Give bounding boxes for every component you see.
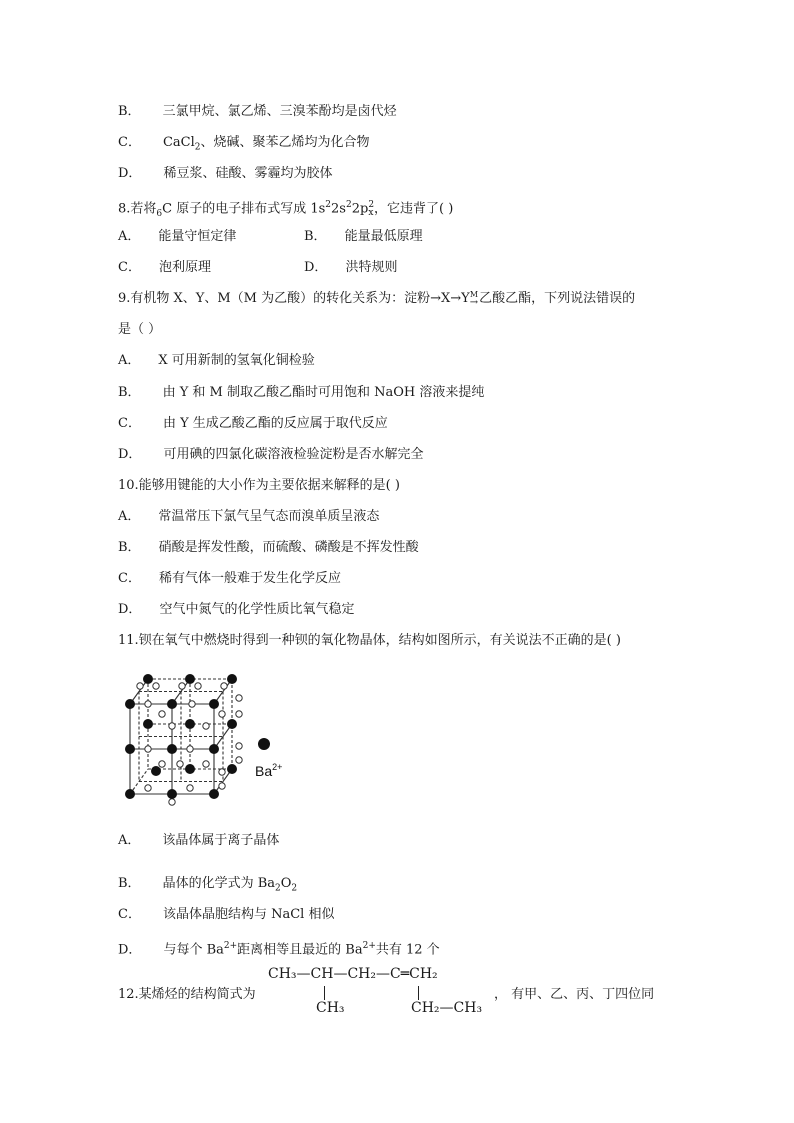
option-label: D． — [118, 602, 142, 617]
option-text: 常温常压下氯气呈气态而溴单质呈液态 — [158, 509, 380, 524]
q8-options-row1 — [118, 228, 423, 246]
stem-text: C 原子的电子排布式写成 1s — [162, 201, 326, 217]
q8-stem — [118, 196, 453, 223]
option-text: 与每个 Ba — [163, 942, 224, 958]
structural-formula-branch-right — [411, 1000, 482, 1016]
q9-option-d — [118, 446, 423, 464]
option-text: 稀豆浆、硅酸、雾霾均为胶体 — [163, 166, 333, 181]
q8-option-d — [304, 259, 397, 277]
option-text: 能量守恒定律 — [158, 229, 237, 244]
option-label: A． — [118, 229, 141, 244]
q7-option-c — [118, 134, 370, 157]
formula-branch: CH₃ — [316, 1000, 345, 1016]
q11-option-d — [118, 937, 440, 959]
option-text: 空气中氮气的化学性质比氧气稳定 — [159, 602, 355, 617]
stem-text: 乙酸乙酯，下列说法错误的 — [479, 291, 636, 306]
option-text: 洪特规则 — [345, 260, 398, 275]
crystal-structure-figure — [118, 668, 308, 810]
superscript: 2+ — [223, 941, 238, 951]
q7-option-d — [118, 165, 332, 183]
option-text: 距离相等且最近的 Ba — [237, 942, 363, 958]
q10-stem — [118, 477, 400, 495]
subscript: 2 — [291, 883, 298, 894]
option-label: A． — [118, 833, 141, 848]
option-text: 由 Y 生成乙酸乙酯的反应属于取代反应 — [162, 416, 388, 431]
option-text: 由 Y 和 M 制取乙酸乙酯时可用饱和 NaOH 溶液来提纯 — [162, 385, 485, 400]
option-label: B． — [118, 385, 141, 400]
structural-formula-main — [268, 966, 438, 982]
q12-stem-pre — [118, 986, 256, 1004]
legend-barium-icon — [258, 738, 270, 750]
option-label: D． — [118, 166, 142, 181]
subscript: x — [368, 207, 374, 218]
option-label: D． — [304, 260, 328, 275]
q10-option-b — [118, 539, 419, 557]
subscript: 2 — [275, 883, 281, 894]
option-label: A． — [118, 353, 141, 368]
q12-stem-post — [494, 986, 654, 1004]
option-text: 晶体的化学式为 Ba — [162, 876, 275, 891]
subscript: 2 — [194, 142, 201, 153]
q9-stem-line1 — [118, 290, 635, 308]
option-text: O — [280, 876, 292, 891]
q11-option-b — [118, 875, 297, 898]
option-text: 该晶体属于离子晶体 — [162, 833, 280, 848]
structural-formula-branch-left — [316, 1000, 345, 1016]
option-label: D． — [118, 942, 142, 958]
stem-text: 2p — [351, 201, 369, 217]
stem-text: 8.若将 — [118, 201, 157, 217]
stem-text: 10.能够用键能的大小作为主要依据来解释的是( ) — [118, 478, 400, 493]
q10-option-c — [118, 570, 341, 588]
stem-text: ，它违背了( ) — [374, 201, 454, 217]
option-label: C． — [118, 135, 141, 150]
q11-option-a — [118, 832, 279, 850]
reaction-arrow — [470, 291, 478, 307]
option-text: 稀有气体一般难于发生化学反应 — [158, 571, 341, 586]
stem-text: 9.有机物 X、Y、M（M 为乙酸）的转化关系为：淀粉→X→Y — [118, 291, 470, 306]
option-label: C． — [118, 571, 141, 586]
arrow-icon: → — [469, 296, 479, 308]
option-text: 硝酸是挥发性酸，而硫酸、磷酸是不挥发性酸 — [158, 540, 419, 555]
arrow-label: M — [469, 289, 479, 299]
formula-branch: CH₂—CH₃ — [411, 1000, 483, 1016]
superscript: 2+ — [362, 941, 376, 951]
option-text-post: 、烧碱、聚苯乙烯均为化合物 — [200, 135, 370, 150]
q9-option-c — [118, 415, 388, 433]
superscript: 2 — [325, 200, 332, 210]
option-label: A． — [118, 509, 141, 524]
formula-bond-left — [324, 986, 325, 1000]
q7-option-b — [118, 103, 397, 121]
option-text-pre: CaCl — [162, 135, 195, 150]
option-text: 共有 12 个 — [375, 942, 440, 958]
stem-text: 2s — [331, 201, 346, 217]
subscript: 6 — [156, 208, 163, 219]
q10-option-a — [118, 508, 379, 526]
q11-option-c — [118, 906, 334, 924]
option-text: 能量最低原理 — [344, 229, 423, 244]
option-label: B． — [118, 104, 141, 119]
superscript: 2 — [368, 199, 375, 210]
formula-bond-right — [418, 986, 419, 1000]
legend-label: $Ba^{2+}$ — [255, 762, 283, 779]
option-label: B． — [118, 540, 141, 555]
cube-edges — [130, 679, 232, 794]
option-text: 可用碘的四氯化碳溶液检验淀粉是否水解完全 — [163, 447, 424, 462]
formula-main-chain: CH₃—CH—CH₂—C═CH₂ — [268, 966, 438, 982]
q9-stem-line2 — [118, 321, 161, 339]
q11-stem — [118, 632, 621, 650]
stem-text: 12.某烯烃的结构简式为 — [118, 987, 256, 1002]
option-label: C． — [118, 260, 141, 275]
option-label: C． — [118, 907, 141, 922]
option-label: B． — [304, 229, 327, 244]
q8-option-b — [304, 228, 423, 246]
stem-text: 是（ ） — [118, 322, 162, 337]
superscript: 2 — [345, 200, 352, 210]
q9-option-a — [118, 352, 315, 370]
option-label: C． — [118, 416, 141, 431]
option-text: 泡利原理 — [158, 260, 211, 275]
q9-option-b — [118, 384, 484, 402]
option-label: B． — [118, 876, 141, 891]
stem-text: 11.钡在氧气中燃烧时得到一种钡的氧化物晶体，结构如图所示，有关说法不正确的是( ) — [118, 633, 621, 648]
option-text: 三氯甲烷、氯乙烯、三溴苯酚均是卤代烃 — [162, 104, 397, 119]
q10-option-d — [118, 601, 354, 619]
option-label: D． — [118, 447, 142, 462]
q8-options-row2 — [118, 259, 398, 277]
stem-text: ， 有甲、乙、丙、丁四位同 — [494, 987, 655, 1002]
option-text: X 可用新制的氢氧化铜检验 — [158, 353, 315, 368]
option-text: 该晶体晶胞结构与 NaCl 相似 — [162, 907, 335, 922]
